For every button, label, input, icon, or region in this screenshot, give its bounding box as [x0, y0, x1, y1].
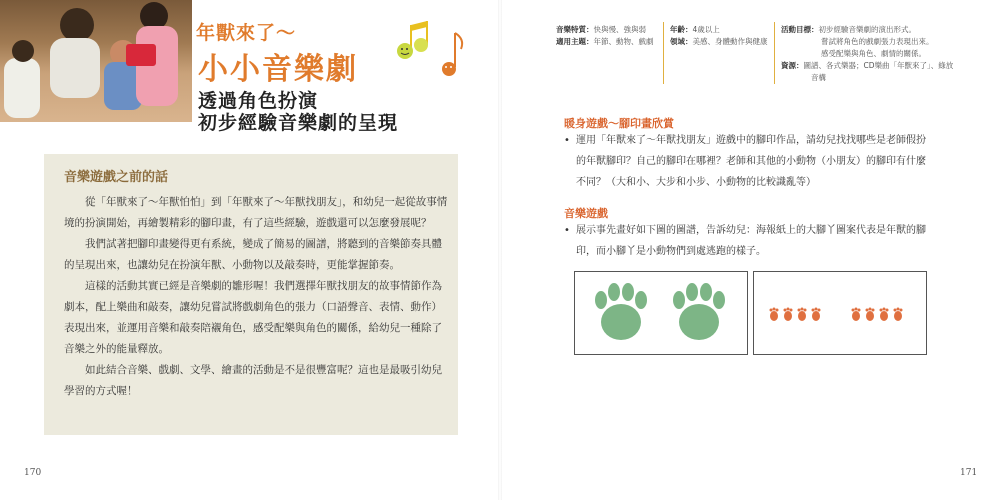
- info-domain: 領域：美感、身體動作與健康: [670, 37, 768, 46]
- resource-line: 圖譜、各式樂器；CD樂曲「年獸來了」、綠放: [803, 61, 954, 70]
- goal-line: 感受配樂與角色、劇情的關係。: [821, 49, 926, 58]
- warmup-line: 運用「年獸來了～年獸找朋友」遊戲中的腳印作品，請幼兒找找哪些是老師假扮: [576, 135, 926, 146]
- section-warmup-title: 暖身遊戲～腳印畫欣賞: [564, 117, 674, 130]
- music-game-line: 展示事先畫好如下圖的圖譜，告訴幼兒：海報紙上的大腳丫圖案代表是年獸的腳: [576, 225, 926, 236]
- intro-paragraph: 我們試著把腳印畫變得更有系統，變成了簡易的圖譜，將聽到的音樂節奏具體的呈現出來，也讓幼兒在扮演年獸、小動物以及敲奏時，更能掌握節奏。: [64, 238, 442, 271]
- info-age: 年齡：4歲以上: [670, 25, 720, 34]
- info-divider: [774, 22, 775, 84]
- info-music-traits: 音樂特質：快與慢、強與弱: [556, 25, 646, 34]
- resource-label: 資源：: [781, 61, 804, 70]
- info-themes: 適用主題：年節、動物、戲劇: [556, 37, 654, 46]
- music-game-line: 印，而小腳丫是小動物們到處逃跑的樣子。: [576, 246, 766, 257]
- page-number-right: 171: [960, 468, 978, 478]
- intro-text: [64, 192, 448, 402]
- section-music-game-text: • 展示事先畫好如下圖的圖譜，告訴幼兒：海報紙上的大腳丫圖案代表是年獸的腳 印，而小腳丫是小動物們到處逃跑的樣子。: [564, 220, 964, 262]
- warmup-line: 不同？（大和小、大步和小步、小動物的比較識亂等）: [576, 177, 816, 188]
- book-spine: [498, 0, 502, 500]
- big-paw-chart: [574, 271, 748, 355]
- children-playing-photo: [0, 0, 192, 122]
- info-column-2: [670, 24, 768, 48]
- intro-paragraph: 這樣的活動其實已經是音樂劇的雛形喔！我們選擇年獸找朋友的故事情節作為劇本，配上樂曲和敲奏，讓幼兒嘗試將戲劇角色的張力（口語聲音、表情、動作）表現出來，並運用音樂和敲奏陪襯角色，感受配樂與角色的關係，給幼兒一種除了音樂之外的能量釋放。: [64, 280, 442, 355]
- info-column-1: [556, 24, 654, 48]
- goal-line: 嘗試將角色的戲劇張力表現出來。: [821, 37, 934, 46]
- lesson-title-prefix: 年獸來了～: [196, 22, 297, 44]
- info-column-3: [781, 24, 981, 84]
- intro-paragraph: 從「年獸來了～年獸怕怕」到「年獸來了～年獸找朋友」，和幼兒一起從故事情境的扮演開始，再繪製精彩的腳印畫，有了這些經驗，遊戲還可以怎麼發展呢？: [64, 196, 448, 229]
- section-warmup-text: • 運用「年獸來了～年獸找朋友」遊戲中的腳印作品，請幼兒找找哪些是老師假扮 的年獸腳印？自己的腳印在哪裡？老師和其他的小動物（小朋友）的腳印有什麼 不同？（大和小、大步和小步、小動物的比較識亂等）: [564, 130, 964, 193]
- music-notes-icon: [385, 15, 470, 85]
- small-paw-chart: [753, 271, 927, 355]
- section-music-game-title: 音樂遊戲: [564, 207, 608, 220]
- warmup-line: 的年獸腳印？自己的腳印在哪裡？老師和其他的小動物（小朋友）的腳印有什麼: [576, 156, 926, 167]
- resource-line: 音構: [811, 73, 826, 82]
- intro-paragraph: 如此結合音樂、戲劇、文學、繪畫的活動是不是很豐富呢？這也是最吸引幼兒學習的方式喔！: [64, 364, 442, 397]
- green-paw-prints-icon: [575, 272, 747, 354]
- orange-small-paw-prints-icon: [754, 272, 926, 354]
- page-number-left: 170: [24, 468, 42, 478]
- lesson-subtitle-2: 初步經驗音樂劇的呈現: [198, 112, 399, 134]
- lesson-subtitle-1: 透過角色扮演: [198, 90, 319, 112]
- goal-line: 初步經驗音樂劇的演出形式。: [818, 25, 916, 34]
- intro-heading: 音樂遊戲之前的話: [64, 170, 169, 185]
- info-divider: [663, 22, 664, 84]
- goal-label: 活動目標：: [781, 25, 819, 34]
- lesson-title: 小小音樂劇: [198, 52, 358, 87]
- intro-box: [44, 154, 458, 435]
